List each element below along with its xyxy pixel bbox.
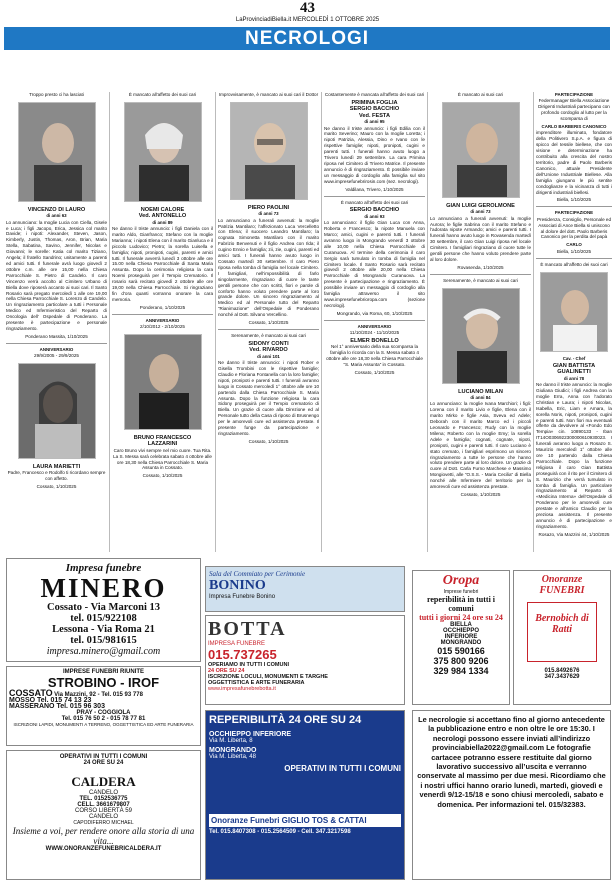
ad-giglio-line6: OPERATIVI IN TUTTI I COMUNI bbox=[284, 764, 401, 773]
column-4 bbox=[324, 92, 425, 378]
notice-text: Lo annunciano a funerali avvenuti: la moglie Aurora; le figlie Sabrina con il marito Stefano e l’adorata nipote Armando; amici e parenti tutti. I funerali hanno avuto luogo in Rovasenda martedì 30 settembre, il caro Gian Luigi riposa nel locale Cimitero. I famigliari ringraziano di cuore tutte le gentili persone che hanno voluto prendere parte al loro dolore. bbox=[430, 215, 531, 262]
ad-oropa bbox=[412, 570, 510, 705]
notice-place-2: Cossato, 1/10/2025 bbox=[248, 438, 289, 444]
deceased-age: di anni 73 bbox=[258, 211, 279, 217]
ad-oropa-line1: reperibilità in tutti i comuni bbox=[426, 595, 496, 613]
ad-giglio-name: Onoranze Funebri GIGLIO TOS & CATTAI bbox=[209, 814, 401, 827]
ad-bonino-line1: Sala del Commiato per Cerimonie bbox=[209, 570, 306, 578]
ad-caldera-phone1: TEL. 0152536775 bbox=[79, 796, 128, 802]
ad-botta-line3: ISCRIZIONE LOCULI, MONUMENTI E TARGHE bbox=[208, 674, 328, 680]
notice-text: Lo annunciano: la moglie Lucia con Ciella, Gisele e Luca; i figli Jacopo, Erica, Jessica col marito Davide; i nipoti: Alexander, Steven, Jason, Kimberly, Justin, Thomas, Aron, Brian, Maria Stella, Sabatina, Savino, Jennifer, Nicolas e Giovanni; le sorelle: Katia col marito Tiziano, Angela; il fratello Sandrino; unitamente a parenti ed amici tutti. Il funerale avrà luogo giovedì 2 ottobre c.m. alle ore 15,00 nella Chiesa Parrocchiale S. Pietro di Candelo. Il caro Vincenzo verrà accolto al Cimitero Urbano di Biella dove riposerà accanto ai suoi cari. Il Santo Rosario sarà pregato mercoledì 1 alle ore 19,00 nella Chiesa Parrocchiale S. Lorenzo di Candelo. Un ringraziamento particolare a tutti i Personale Medico ed Infermieristico del Reparto di Oncologia dell’ Ospedale di Ponderano. La presente è partecipazione e personale ringraziamento. bbox=[6, 219, 107, 331]
notice-intro-2: È mancato all’affetto dei suoi cari bbox=[340, 199, 409, 205]
deceased-age-2: di anni 93 bbox=[364, 213, 385, 219]
notice-place-2: Cossato, 1/10/2025 bbox=[460, 492, 501, 497]
deceased-age-2: di anni 101 bbox=[257, 353, 280, 359]
portrait-vincenzo bbox=[18, 102, 96, 202]
notice-intro-2: Serenamente, è mancato ai suoi cari bbox=[443, 277, 518, 283]
ad-botta bbox=[205, 615, 405, 705]
participation-place: Biella, 1/10/2025 bbox=[556, 197, 592, 203]
portrait-luciano bbox=[442, 288, 520, 384]
ad-strobino-line6: MASSERANO Tel. 015 96 303 bbox=[9, 703, 105, 710]
ad-caldera bbox=[6, 750, 201, 880]
notice-text: Ne danno il triste annuncio: la moglie Giuliana Giudici; i figli Andrea con la moglie Erra, Anna con l’adorato Christian e Laura; i nipoti Nicolas, Isabella, Eric, Liam e Amara, la sorella Noris, nipoti, pronipoti, cugini e parenti tutti. Non fiori ma eventuali offerte da devolvere al «Fondo Edo Tempia» cin. 10890133 - Iban IT14O0306922300000610930023. I funerali avranno luogo a Rosazo S. Maurizio mercoledì 1° ottobre alle ore 10 partendo dalla Chiesa Parrocchiale. Dopo la funzione religiosa il caro Gian Battista proseguirà con il rito per il Cimitero di S. Maurizio che verrà tumulato in tomba di famiglia. Un particolare ringraziamento al Reparto di «Medicina Interna» dell’Ospedale di Ponderano per le amorevoli cure prestate e all’amico Claudio per la preziosa assistenza. Il presente annuncio è di partecipazione e ringraziamento. bbox=[536, 382, 612, 529]
ad-oropa-phone3: 329 984 1334 bbox=[433, 666, 489, 676]
ad-bonino bbox=[205, 566, 405, 612]
deceased-name: PIERO PAOLINI bbox=[247, 204, 290, 211]
notice-place-2: Mongrando, via Roma, 60, 1/10/2025 bbox=[336, 310, 413, 316]
ad-onoranze-name2: FUNEBRI bbox=[539, 585, 585, 596]
anniversary-title: ANNIVERSARIO bbox=[145, 317, 180, 323]
deceased-age: di anni 89 bbox=[152, 219, 173, 225]
portrait-gian-battista bbox=[540, 272, 608, 352]
section-title: NECROLOGI bbox=[4, 27, 610, 50]
ad-oropa-phone2: 375 800 9206 bbox=[433, 656, 489, 666]
ad-botta-line2: 24 ORE SU 24 bbox=[208, 668, 245, 674]
notice-place: Rosazo, Via Mazzini 44, 1/10/2025 bbox=[538, 531, 610, 537]
column-1 bbox=[6, 92, 107, 492]
ad-oropa-phone1: 015 590166 bbox=[437, 646, 485, 656]
ad-botta-name: BOTTA bbox=[208, 618, 287, 640]
ad-strobino-line5: MOSSO Tel. 015 74 13 23 bbox=[9, 697, 92, 704]
deceased-title: Cav. - Chef bbox=[562, 356, 586, 362]
ad-oropa-line4: OCCHIEPPO bbox=[442, 628, 479, 634]
notice-intro: Troppo presto ci ha lasciati bbox=[29, 92, 84, 97]
ad-caldera-site: WWW.ONORANZEFUNEBRICALDERA.IT bbox=[45, 846, 162, 852]
ad-strobino-line3: COSSATO bbox=[9, 688, 53, 698]
notice-intro: È mancato all’affetto dei suoi cari bbox=[128, 92, 197, 97]
participation-text-3: Presidenza, Consiglio, Personale ed Associati di Ance Biella si uniscono al dolore del dott. Paolo Barberis Canonico per la perdita del papà bbox=[536, 216, 612, 240]
ad-minero-name: MINERO bbox=[40, 573, 167, 603]
column-2 bbox=[112, 92, 213, 481]
participation-text: Federmanager Biella Associazione Dirigenti Industriali partecipano con profondo cordoglio al lutto per la scomparsa di bbox=[538, 98, 610, 122]
notice-text: Lo annunciano a funerali avvenuti: la moglie Patrizia Mantilaro; l’affezionato Luca Vercelletto con Elena; il suocero Leandro Mantilaro; la cognata Simonetta Mantilaro con il marito Fabrizio Benvenuti e il figlio Andrea con Ilda; il cugino Ennio e famiglia; zii, zie, cugini, parenti ed amici tutti. I funerali hanno avuto luogo in Cossato martedì 30 settembre. Il caro Piero riposa nella tomba di famiglia nel locale Cimitero. I famigliari, nell’impossibilità di farlo singolarmente, ringraziano di cuore le tante gentili persone che con scritti, fiori e parole di conforto hanno voluto prendere parte al loro grande dolore. Un sincero ringraziamento al Medico ed al Personale tutto del Reparto “Rianimazione” dell’Ospedale di Ponderano nonché al Dott. Silvano Vercellino. bbox=[218, 217, 319, 318]
anniversary-title: ANNIVERSARIO bbox=[39, 346, 74, 352]
anniversary-name: LAURA MARIETTI bbox=[32, 463, 81, 470]
ad-strobino-line7: PRAY - COGGIOLA bbox=[76, 710, 131, 716]
deceased-name-married: Ved. FESTA bbox=[359, 112, 390, 119]
ad-giglio-line3: Via M. Liberta, 8 bbox=[209, 738, 253, 744]
ad-caldera-line2: 24 ORE SU 24 bbox=[83, 760, 124, 766]
ad-oropa-line5: INFERIORE bbox=[444, 634, 478, 640]
ad-onoranze-name: Onoranze bbox=[541, 574, 583, 585]
ad-caldera-line3: CORSO LIBERTÀ 59 bbox=[75, 808, 132, 814]
participation-name-2: CARLO bbox=[566, 242, 582, 248]
deceased-name-2-married: Ved. RIVARDO bbox=[249, 347, 288, 354]
notice-text: Ne danno il triste annuncio: i figli Daniela con il marito Aldo, Gianfranco; Stefano con la moglie Marianna; i nipoti Elena con il marito Gianluca e il piccolo Ludovico; Pietro; la sorella Luisella e famiglia; nipoti, pronipoti, cugini, parenti e amici tutti. Il funerale avverrà lunedì 3 ottobre alle ore 15.00 nella Chiesa Parrocchiale di Santa Maria Assunta. Dopo la cerimonia religiosa la cara Noemi proseguirà per il Tempio Crematorio. Il rosario sarà recitato giovedì 2 ottobre alle ore 19,00 nella Chiesa Parrocchiale. Si ringraziano fin d’ora quanti vorranno onorare la cara memoria. bbox=[112, 226, 213, 302]
anniversary-place: Cossato, 1/10/2025 bbox=[36, 484, 77, 490]
ad-strobino-line9: ISCRIZIONI LAPIDI, MONUMENTI A TERRENO, OGGETTISTICA ED ARTE FUNERARIA bbox=[13, 722, 194, 727]
ad-botta-site: www.impresafunebrebotta.it bbox=[208, 686, 276, 692]
anniversary-text: Caro Bruno vivi sempre nel mio cuore. Tua Rita. La S. Messa sarà celebrata sabato 4 ottobre alle ore 18,30 nella Chiesa Parrocchiale S. Maria Assunta in Cossato. bbox=[113, 447, 212, 471]
ad-minero bbox=[6, 558, 201, 662]
notice-intro: Improvvisamente, è mancato ai suoi cari il Dottor bbox=[218, 92, 319, 97]
column-5 bbox=[430, 92, 531, 500]
notice-place: Ponderano, 1/10/2025 bbox=[139, 304, 186, 310]
participation-title-2: PARTECIPAZIONE bbox=[554, 210, 594, 216]
ad-strobino-line1: IMPRESE FUNEBRI RIUNITE bbox=[62, 669, 144, 675]
ad-caldera-line5: CAPODIFERRO MICHAEL bbox=[73, 820, 134, 826]
deceased-name-2: SIDONY CONTI bbox=[248, 340, 289, 347]
deceased-name: GIAN LUIGI GEROLMONE bbox=[446, 202, 515, 209]
notice-place: Valdilana, Trivero, 1/10/2025 bbox=[345, 186, 404, 192]
ad-giglio-line5: Via M. Liberta, 48 bbox=[209, 754, 256, 760]
ad-botta-line4: OGGETTISTICA E ARTE FUNERARIA bbox=[208, 680, 305, 686]
ad-minero-tag: Impresa funebre bbox=[65, 562, 142, 574]
participation-text-2: imprenditore illuminato, fondatore della Politivero S.p.A. e figura di spicco del tessile biellese, che con visione e determinazione ha contribuito alla crescita del nostro territorio, padre di Paolo Barberis Canonico, attuale Presidente dell’Unione Industriale Biellese. Alla famiglia giungano le più sentite condoglianze e la vicinanza di tutti i dirigenti industriali biellesi. bbox=[536, 130, 612, 195]
ad-giglio-line2: OCCHIEPPO INFERIORE bbox=[209, 731, 292, 738]
ad-onoranze-phone2: 347.3437629 bbox=[544, 674, 580, 680]
ad-minero-line4: tel. 015/981615 bbox=[70, 635, 137, 646]
page-number: 43 bbox=[300, 0, 315, 16]
ad-botta-line1: OPERIAMO IN TUTTI I COMUNI bbox=[208, 662, 289, 668]
anniversary-place: Cossato, 1/10/2025 bbox=[142, 473, 183, 479]
ad-botta-tag: IMPRESA FUNEBRE bbox=[208, 641, 266, 647]
deceased-name: VINCENZO DI LAURO bbox=[27, 206, 86, 213]
deceased-name-2: SERGIO BACCHIO bbox=[349, 207, 400, 214]
ad-minero-line3: Lessona - Via Roma 21 bbox=[52, 624, 155, 635]
ad-strobino bbox=[6, 666, 201, 746]
page-header-line: LaProvinciadiBiella.it MERCOLEDÌ 1 OTTOBRE 2025 bbox=[235, 17, 380, 23]
deceased-name: PRIMINA FOGLIA bbox=[351, 99, 398, 106]
notice-intro: È mancato ai suoi cari bbox=[457, 92, 504, 97]
participation-title: PARTECIPAZIONE bbox=[554, 92, 594, 97]
anniversary-name: ELMER BONELLO bbox=[350, 338, 399, 345]
deceased-age-2: di anni 84 bbox=[470, 395, 491, 400]
ad-giglio-phone: Tel. 015.8407308 - 015.2564509 - Cell. 347.3217598 bbox=[209, 829, 351, 835]
notice-text: Ne danno il triste annuncio: i figli Edilia con il marito Severino; Mauro con la moglie Loretta; i nipoti Patrizia, Alessia, Dino e Ivano con le rispettive famiglie; nipoti, pronipoti, cugini e parenti tutti. I funerali hanno avuto luogo a Trivero lunedì 29 settembre. La cara Primina riposa nel Cimitero di Trivero Matrice. Il presente annuncio è di ringraziamento. È possibile inviare un messaggio di cordoglio alla famiglia sul sito www.impresefunebrirosin.com (sez. necrologi). bbox=[324, 125, 425, 184]
portrait-gian-luigi bbox=[442, 102, 520, 198]
anniversary-surname: LAZZARINI bbox=[147, 441, 178, 448]
anniversary-dates: 29/9/2005 - 29/9/2025 bbox=[34, 353, 79, 359]
notice-place: Cossato, 1/10/2025 bbox=[248, 320, 289, 326]
column-3 bbox=[218, 92, 319, 447]
portrait-bruno bbox=[124, 334, 202, 430]
ad-strobino-line4: Via Mazzini, 92 - Tel. 015 93 778 bbox=[54, 692, 143, 698]
ad-caldera-sub: CANDELO bbox=[88, 790, 118, 796]
ad-caldera-line1: OPERATIVI IN TUTTI I COMUNI bbox=[59, 754, 148, 760]
deceased-name: GIAN BATTISTA GUALINETTI bbox=[552, 362, 596, 376]
participation-name: CARLO BARBERIS CANONICO bbox=[541, 124, 607, 130]
notice-intro: Costantemente è mancata all’affetto dei suoi cari bbox=[324, 92, 425, 97]
anniversary-text: Padre, Francesco e Rodolfo ti ricordano sempre con affetto. bbox=[7, 470, 106, 482]
notice-submission-info bbox=[412, 710, 611, 880]
notice-intro-2: Serenamente, è mancato ai suoi cari bbox=[231, 332, 306, 338]
portrait-noemi bbox=[124, 102, 202, 202]
notice-place: Ponderano Massita, 1/10/2025 bbox=[25, 333, 88, 339]
ad-oropa-line2: tutti i giorni 24 ore su 24 bbox=[419, 613, 503, 622]
ad-onoranze-phone: 015.8492676 bbox=[544, 668, 580, 674]
ad-minero-line1: Cossato - Via Marconi 13 bbox=[47, 602, 160, 613]
ad-caldera-quote: Insieme a voi, per rendere onore alla storia di una vita... bbox=[12, 826, 195, 846]
deceased-name-2: LUCIANO MILAN bbox=[458, 388, 503, 395]
ad-bonino-name: BONINO bbox=[209, 578, 266, 593]
anniversary-dates: 11/10/2024 - 11/10/2025 bbox=[349, 330, 400, 336]
ad-oropa-name: Oropa bbox=[442, 573, 480, 588]
ad-minero-line2: tel. 015/922108 bbox=[70, 613, 137, 624]
deceased-nickname: SERGIO BACCHIO bbox=[349, 106, 400, 113]
notice-text-2: Lo annunciano: la moglie Ivana Marchiori; i figli: Lorena con il marito Livio e figlie, Elena con il marito Mirko e figlie Asia, Sveva ed Adele; Deborah con il marito Marco ed i piccoli Leonardo e Francesco; Rudy con la moglie Milena; Roberto con la moglie Emy; la sorella Adele e famiglia; cognati, cognate, nipoti, pronipoti, cugini e parenti tutti. Il caro Luciano è stato cremato, i famigliari esprimono un sincero ringraziamento a tutte le persone che hanno voluto prendere parte al loro dolore. Un grazie di cuore al Dott. Carla Furno Marchese e Massimo Mongiovetti, alle “O.S.S. - Maria Cecilia” di Biella nonché alle Infermiere del territorio per la amorevoli cure ed assistenza prestate. bbox=[430, 401, 531, 490]
notice-intro: È mancato all’affetto dei suoi cari bbox=[540, 261, 608, 267]
portrait-laura bbox=[18, 363, 96, 459]
deceased-name-married: Ved. ANTONELLO bbox=[138, 213, 187, 220]
ad-oropa-tag: Imprese funebri bbox=[443, 589, 479, 595]
ad-oropa-line6: MONGRANDO bbox=[440, 640, 482, 646]
deceased-age: di anni 78 bbox=[563, 375, 585, 381]
anniversary-title: ANNIVERSARIO bbox=[357, 323, 392, 329]
deceased-age: di anni 63 bbox=[46, 213, 67, 219]
portrait-piero bbox=[230, 102, 308, 200]
notice-text-2: Ne danno il triste annuncio: i nipoti Rober e Gisella Trombini con le rispettive famiglie; Claudio e Floriana Fontanella con la loro famiglie; nipoti, pronipoti e parenti tutti. I funerali avranno luogo in Cossato mercoledì 1° ottobre alle ore 10 partendo dalla Chiesa Parrocchiale S. Maria Assunta. Dopo la funzione religiosa la cara Sidony proseguirà per il Tempio crematorio di Biella. Un grazie di cuore alla Direzione ed al Personale tutto della Casa di riposo di Brusnengo per le amorevoli cure ed assistenza prestate. Il presente funge da partecipazione e ringraziamento. bbox=[218, 360, 319, 436]
deceased-age: di anni 73 bbox=[470, 209, 491, 215]
anniversary-place: Cossato, 1/10/2025 bbox=[354, 370, 395, 376]
ad-onoranze-tag: Bernobich di Ratti bbox=[527, 602, 597, 662]
ad-strobino-line2: STROBINO - IROF bbox=[47, 675, 160, 690]
anniversary-dates: 2/10/2012 - 2/10/2025 bbox=[140, 324, 185, 330]
ad-oropa-line3: BIELLA bbox=[450, 622, 472, 628]
ad-caldera-phone2: CELL. 3661679807 bbox=[77, 802, 130, 808]
notice-text-2: Lo annunciano: il figlio Gian Luca con Anna, Roberta e Francesco; la nipote Manuela con Marco; amici, cugini e parenti tutti. I funerali avranno luogo in Mongrando venerdì 3 ottobre alle 10,00 nella Chiesa Parrocchiale di Curanuova. Al termine della cerimonia il caro Sergio sarà tumulato in tomba di famiglia nel Cimitero locale. Il Santo Rosario sarà recitato giovedì 2 ottobre alle 20,00 nella Chiesa Parrocchiale di Mongrando Curanuova. La presente è partecipazione e ringraziamento. È possibile inviare un messaggio di cordoglio alla famiglia attraverso il sito www.impresefunebrioropa.com (sezione necrologi). bbox=[324, 220, 425, 308]
ad-caldera-name: CALDERA bbox=[71, 774, 136, 789]
deceased-age: di anni 95 bbox=[364, 119, 385, 125]
ad-giglio-line4: MONGRANDO bbox=[209, 747, 257, 754]
ad-bonino-line2: Impresa Funebre Bonino bbox=[209, 594, 276, 600]
ad-botta-phone: 015.737265 bbox=[208, 647, 277, 662]
ad-giglio-line1: REPERIBILITÀ 24 ORE SU 24 bbox=[209, 714, 362, 726]
column-6 bbox=[536, 92, 612, 540]
anniversary-text: Nel 1° anniversario della sua scomparsa la famiglia lo ricorda con la S. Messa sabato 4 ottobre alle ore 18,30 nella Chiesa Parrocchiale “S. Maria Assunta” in Cossato. bbox=[326, 344, 423, 368]
notice-place: Rovasenda, 1/10/2025 bbox=[457, 264, 504, 270]
notice-submission-text: Le necrologie si accettano fino al giorno antecedente la pubblicazione entro e non oltre le ore 15:30. I necrologi possono essere inviati all’indirizzo provinciabiella2022@gmail.com Le fotografie cartacee potranno essere restituite dal giorno lavorativo successivo all’uscita e verranno conservate al massimo per due mesi. Ricordiamo che i nostri uffici hanno orario lunedì, martedì, giovedì e venerdì 9/12-15/18 e sono chiusi mercoledì, sabato e domenica. Per informazioni tel. 015/32383. bbox=[417, 715, 606, 809]
anniversary-name: BRUNO FRANCESCO bbox=[133, 434, 192, 441]
ad-giglio bbox=[205, 710, 405, 880]
ad-caldera-line4: CANDELO bbox=[88, 814, 118, 820]
participation-place-2: Biella, 1/10/2025 bbox=[556, 248, 592, 254]
ad-minero-email: impresa.minero@gmail.com bbox=[46, 646, 161, 657]
ad-onoranze-bernobich bbox=[513, 570, 611, 705]
deceased-name: NOEMI CALORE bbox=[140, 206, 185, 213]
ad-strobino-line8: Tel. 015 76 50 2 - 015 78 77 81 bbox=[61, 716, 146, 722]
